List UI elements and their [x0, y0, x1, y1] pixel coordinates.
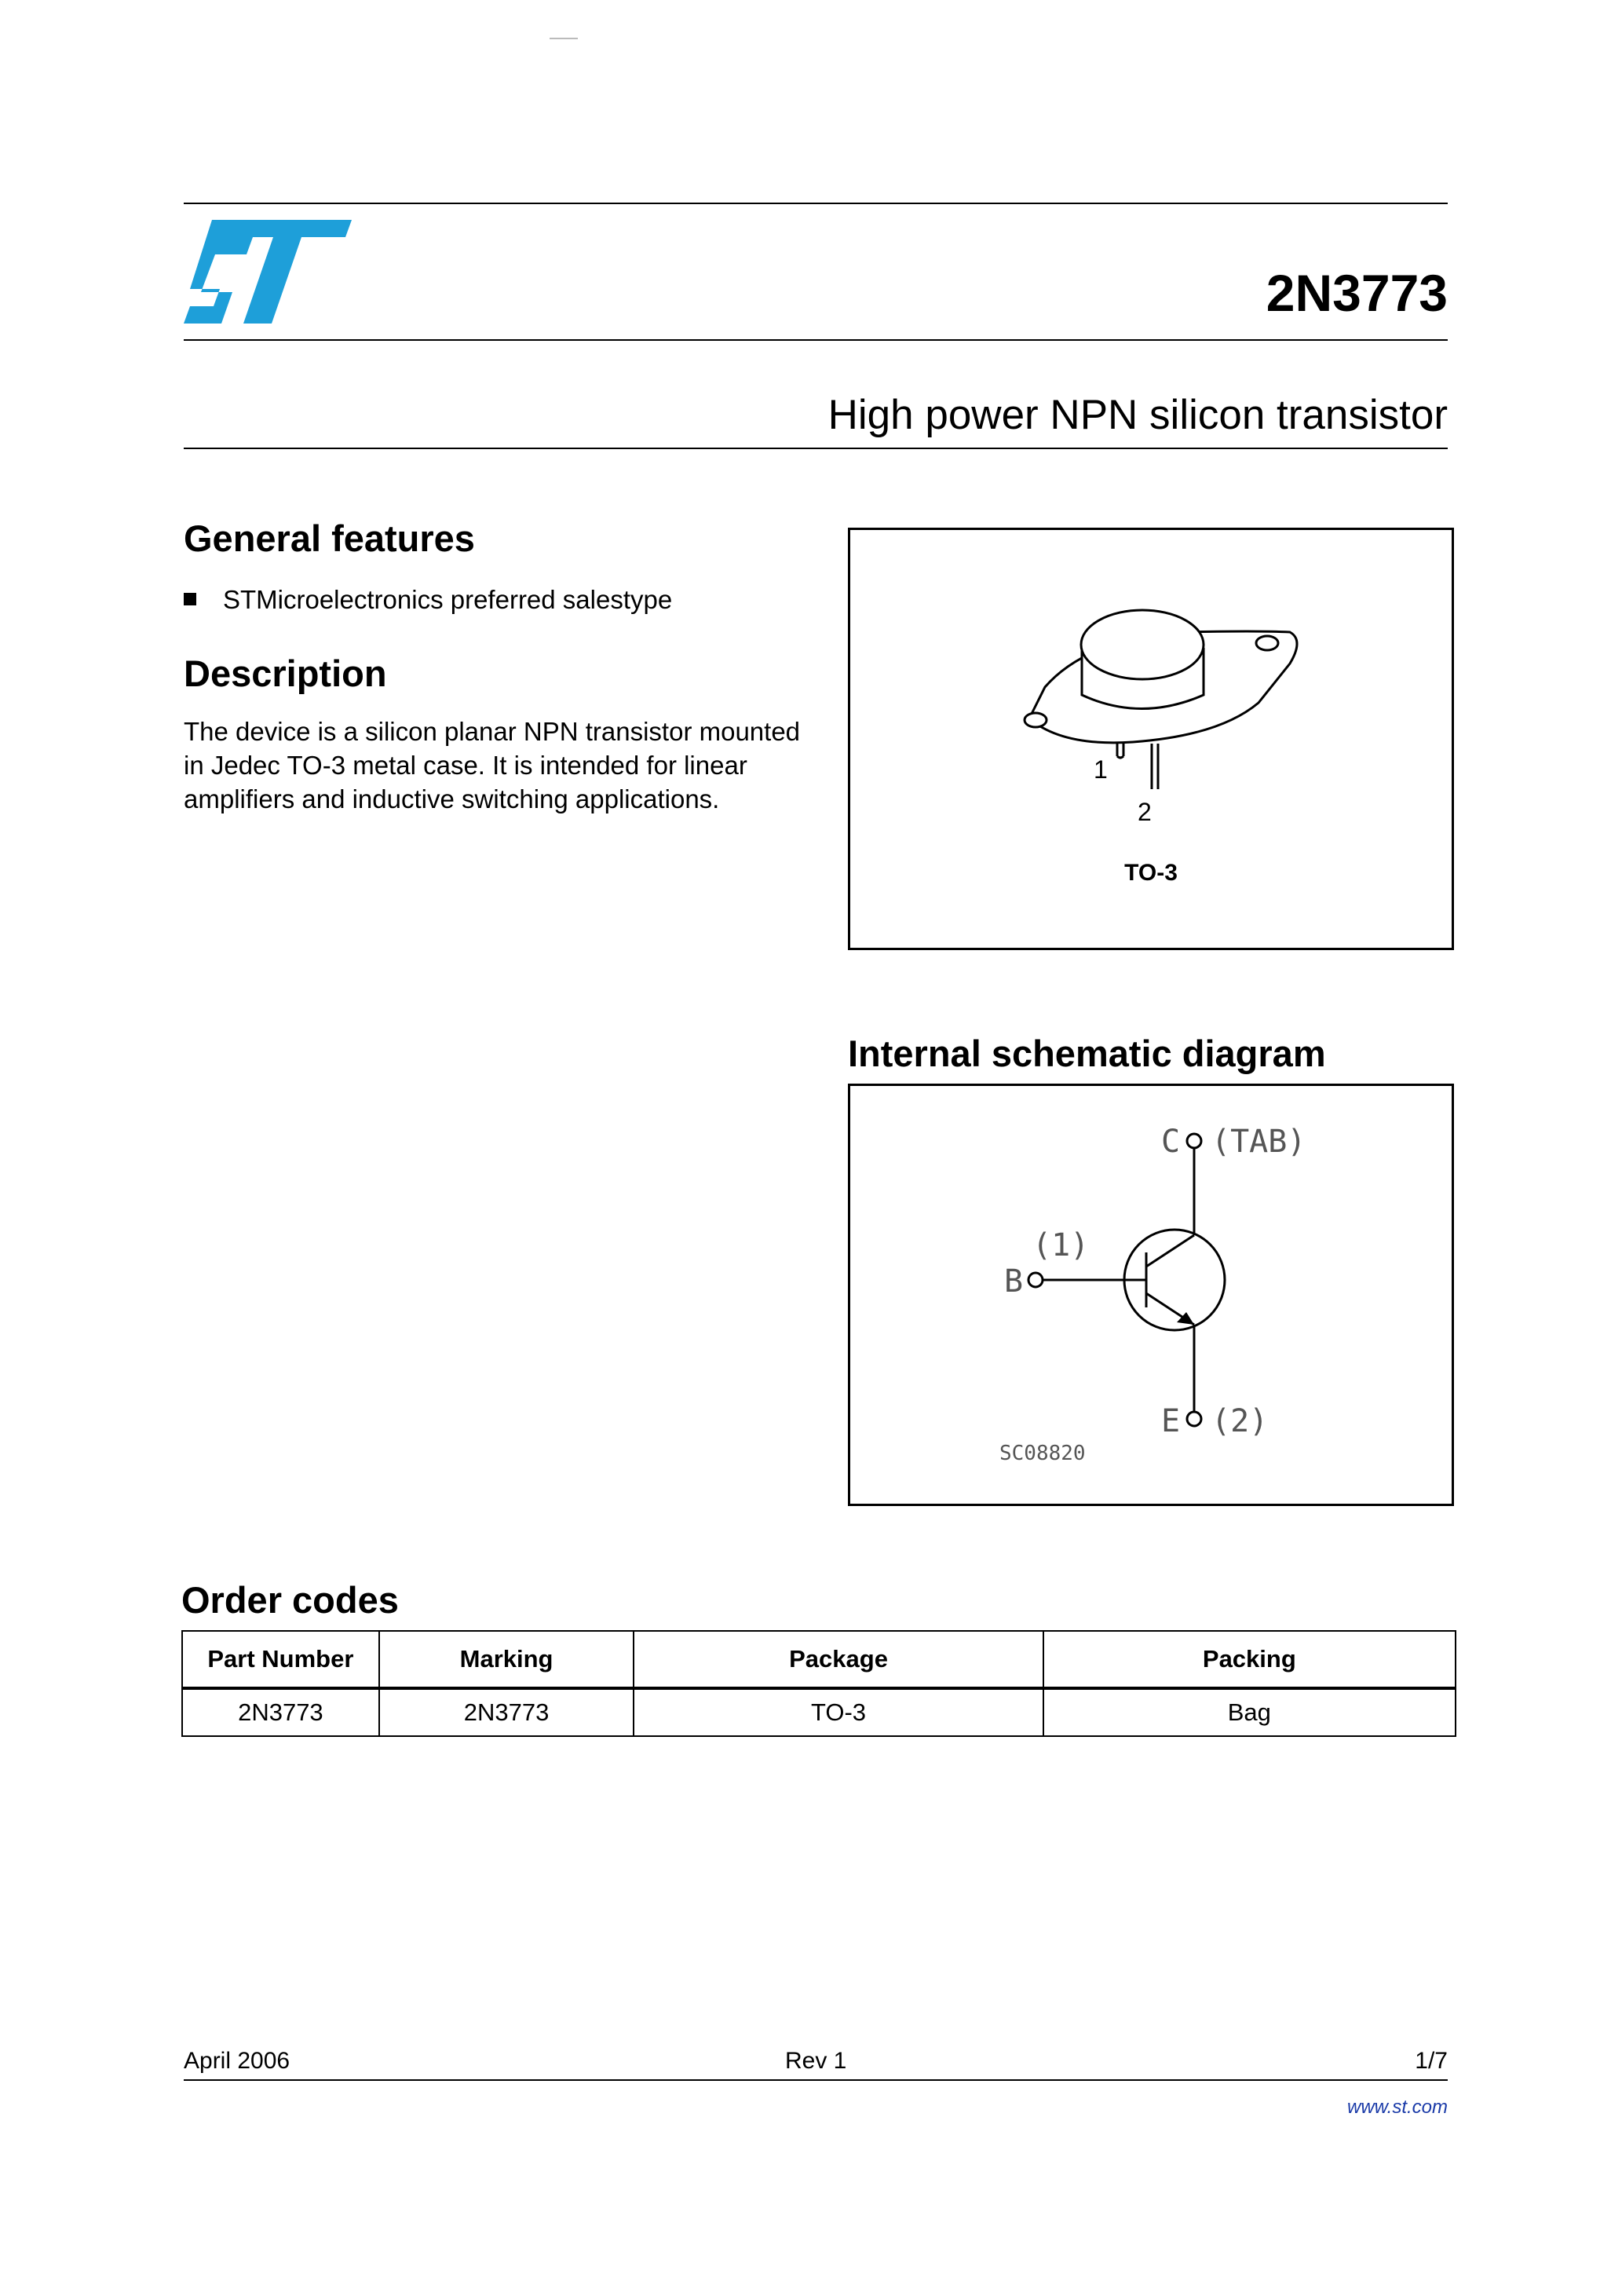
schematic-heading: Internal schematic diagram: [848, 1033, 1326, 1074]
to3-package-drawing: [1025, 610, 1297, 789]
order-codes-table: [181, 1630, 1456, 1737]
top-rule: [184, 203, 1448, 204]
feature-text: STMicroelectronics preferred salestype: [223, 585, 673, 614]
table-cell: TO-3: [634, 1688, 1043, 1736]
feature-list-item: [184, 583, 672, 616]
package-label: TO-3: [1124, 860, 1178, 886]
table-cell: 2N3773: [182, 1688, 379, 1736]
footer-revision: Rev 1: [785, 2048, 847, 2074]
title-rule: [184, 339, 1448, 341]
general-features-heading: General features: [184, 517, 475, 559]
bullet-icon: [184, 593, 196, 605]
part-number-title: 2N3773: [1266, 264, 1448, 322]
order-codes-heading: Order codes: [181, 1579, 399, 1621]
npn-transistor-symbol: [1028, 1134, 1225, 1426]
column-header: Packing: [1043, 1631, 1456, 1688]
header-mark: [550, 38, 578, 39]
footer-url-link[interactable]: www.st.com: [1346, 2097, 1448, 2118]
pin2-label: 2: [1138, 798, 1152, 826]
description-text: The device is a silicon planar NPN transistor mounted in Jedec TO-3 metal case. It is intended for linear amplifiers and inductive switching applications.: [184, 717, 801, 813]
table-header-row: [182, 1631, 1456, 1688]
table-cell: 2N3773: [379, 1688, 634, 1736]
collector-label: C: [1161, 1124, 1181, 1160]
schematic-code: SC08820: [999, 1442, 1086, 1465]
page-subtitle: High power NPN silicon transistor: [827, 392, 1448, 438]
emitter-note: (2): [1211, 1403, 1269, 1439]
description-heading: Description: [184, 653, 387, 694]
base-note: (1): [1032, 1227, 1090, 1263]
footer-page: 1/7: [1415, 2048, 1448, 2074]
column-header: Package: [634, 1631, 1043, 1688]
package-figure: [848, 528, 1454, 950]
subtitle-rule: [184, 448, 1448, 449]
schematic-figure: [848, 1084, 1454, 1506]
column-header: Part Number: [182, 1631, 379, 1688]
column-header: Marking: [379, 1631, 634, 1688]
emitter-label: E: [1161, 1403, 1181, 1439]
collector-note: (TAB): [1211, 1124, 1306, 1160]
table-cell: Bag: [1043, 1688, 1456, 1736]
st-logo: [184, 220, 352, 324]
base-label: B: [1004, 1263, 1024, 1300]
footer-date: April 2006: [184, 2048, 290, 2074]
footer-rule: [184, 2079, 1448, 2081]
pin1-label: 1: [1094, 755, 1108, 784]
table-row: [182, 1688, 1456, 1736]
